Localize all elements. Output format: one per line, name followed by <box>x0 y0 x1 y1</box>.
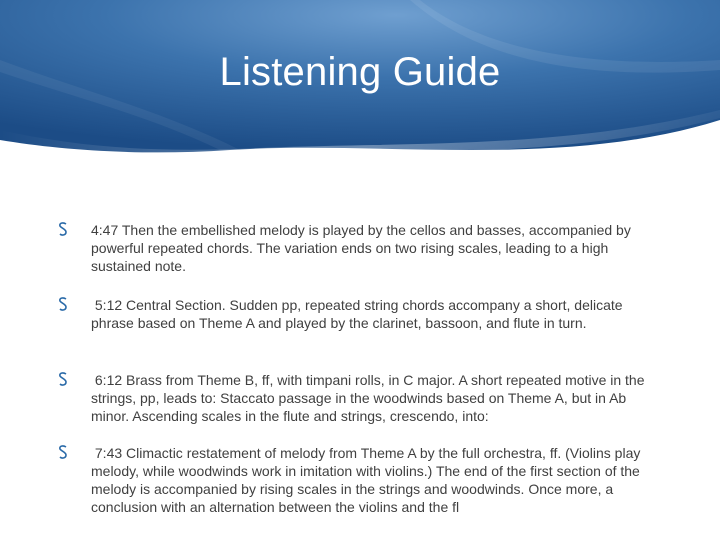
slide-title: Listening Guide <box>219 50 501 94</box>
bullet-text: 5:12 Central Section. Sudden pp, repeated string chords accompany a short, delicate phrase based on Theme A and played by the clarinet, bassoon, and flute in turn. <box>91 297 627 331</box>
swirl-bullet-icon <box>58 372 68 386</box>
swirl-bullet-icon <box>58 445 68 459</box>
bullet-text: 7:43 Climactic restatement of melody from Theme A by the full orchestra, ff. (Violins play melody, while woodwinds work in imitation with violins.) The end of the first section of the melody is accompanied by rising scales in the strings and woodwinds. Once more, a conclusion with an alternation between the violins and the fl <box>91 445 645 515</box>
swirl-bullet-icon <box>58 297 68 311</box>
bullet-text: 6:12 Brass from Theme B, ff, with timpani rolls, in C major. A short repeated motive in the strings, pp, leads to: Staccato passage in the woodwinds based on Theme A, but in Ab minor. Ascending scales in the flute and strings, crescendo, into: <box>91 372 649 424</box>
swirl-bullet-icon <box>58 222 68 236</box>
bullet-text: 4:47 Then the embellished melody is played by the cellos and basses, accompanied by powerful repeated chords. The variation ends on two rising scales, leading to a high sustained note. <box>91 222 635 274</box>
